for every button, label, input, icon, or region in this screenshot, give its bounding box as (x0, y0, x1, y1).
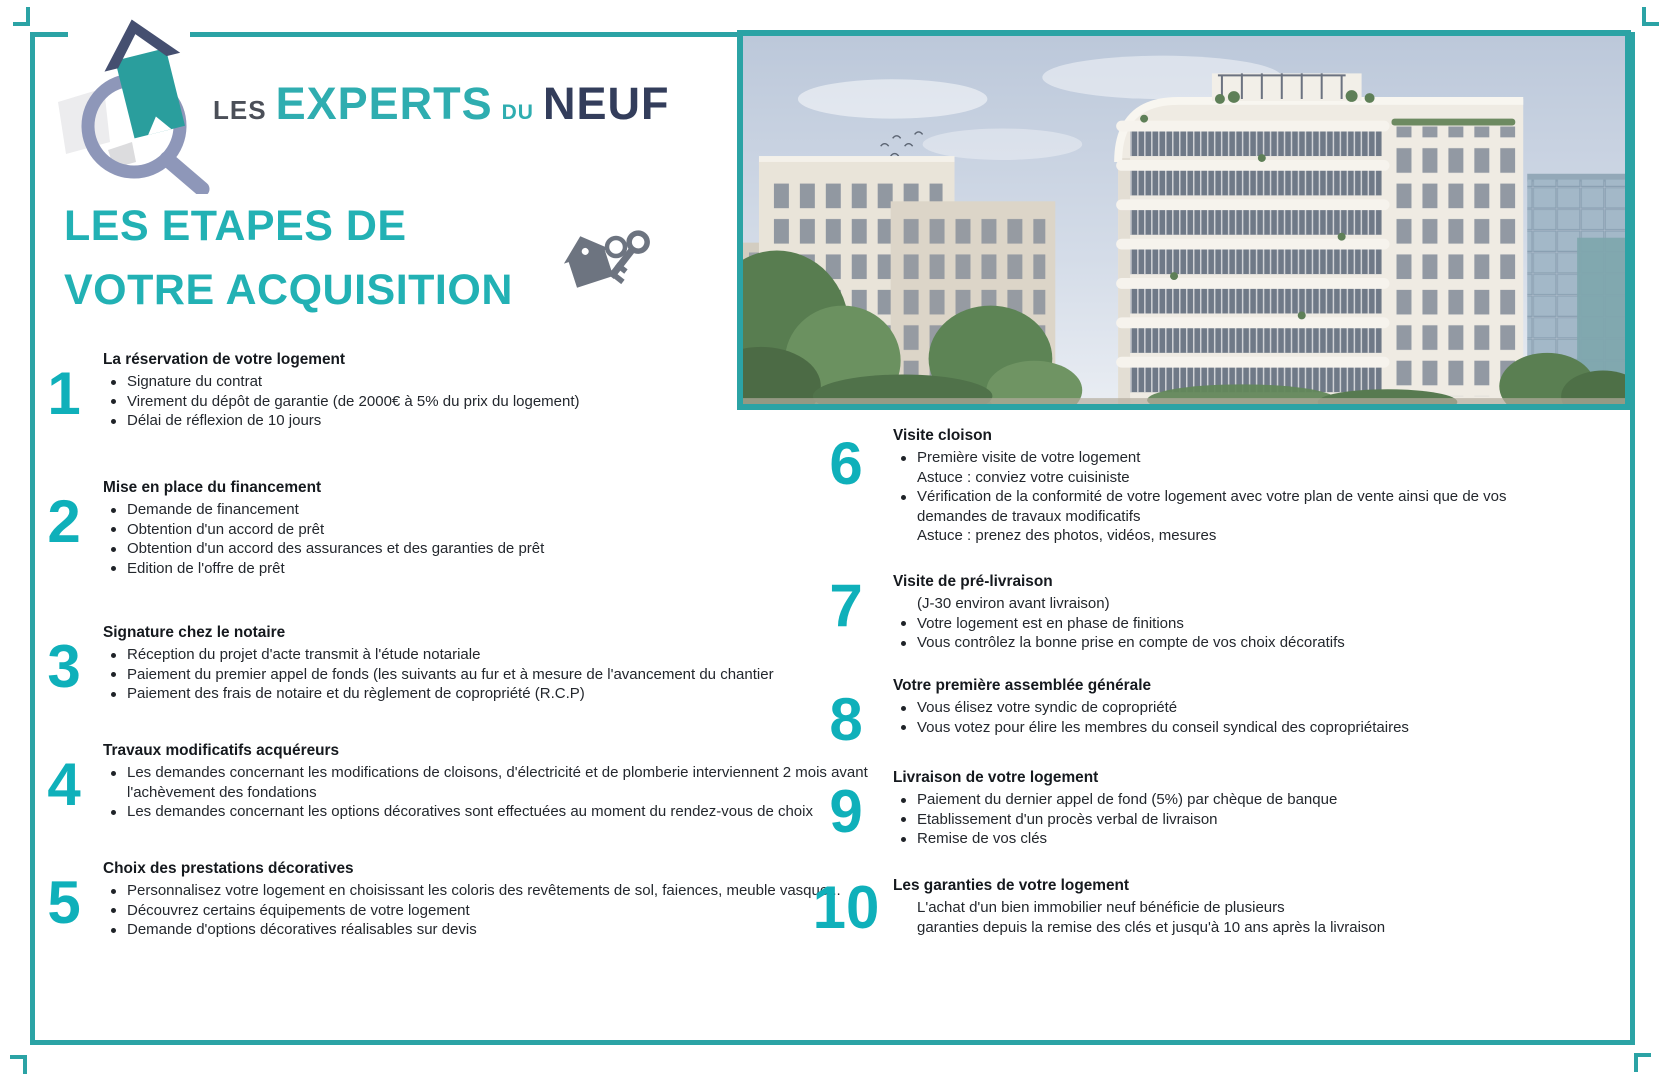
building-photo (737, 30, 1631, 410)
step-item: Les demandes concernant les modifications de cloisons, d'électricité et de plomberie interviennent 2 mois avant l'achèvement des fondations (103, 763, 868, 802)
step-8-items (893, 698, 1409, 737)
step-item: Edition de l'offre de prêt (103, 559, 544, 579)
step-item: Vérification de la conformité de votre logement avec votre plan de vente ainsi que de vos demandes de travaux modificatifs (893, 487, 1562, 526)
step-3-body (103, 623, 774, 704)
step-1-items (103, 372, 580, 431)
step-item: Obtention d'un accord des assurances et des garanties de prêt (103, 539, 544, 559)
step-3 (38, 623, 868, 704)
step-6-heading: Visite cloison (893, 427, 992, 444)
step-9-body (893, 768, 1337, 849)
step-10 (812, 874, 1562, 941)
step-10-items (893, 898, 1385, 937)
corner-mark-bottom-right (1634, 1053, 1651, 1072)
step-8-number: 8 (829, 686, 863, 753)
step-item: Les demandes concernant les options décoratives sont effectuées au moment du rendez-vous de choix (103, 802, 868, 822)
step-item: Vous élisez votre syndic de copropriété (893, 698, 1409, 718)
step-1-number: 1 (47, 360, 81, 427)
step-4-heading: Travaux modificatifs acquéreurs (103, 742, 340, 759)
step-4-number: 4 (47, 751, 81, 818)
brand-wordmark (213, 78, 669, 130)
step-3-items (103, 645, 774, 704)
corner-mark-top-left (13, 7, 30, 26)
house-magnifier-icon (50, 2, 232, 194)
step-1-body (103, 350, 580, 431)
step-4-items (103, 763, 868, 822)
step-7-body (893, 572, 1345, 653)
balconies (1116, 121, 1389, 393)
step-7-items (893, 594, 1345, 653)
step-item: Remise de vos clés (893, 829, 1337, 849)
step-item: Première visite de votre logement (893, 448, 1562, 468)
step-6 (812, 426, 1562, 546)
brand-du: DU (501, 101, 534, 124)
step-item-note: (J-30 environ avant livraison) (917, 595, 1110, 612)
building-photo-illustration (743, 36, 1625, 404)
step-item: Paiement du premier appel de fonds (les suivants au fur et à mesure de l'avancement du chantier (103, 665, 774, 685)
step-4-body (103, 741, 868, 822)
step-10-body (893, 876, 1385, 938)
step-2-heading: Mise en place du financement (103, 479, 322, 496)
step-1-heading: La réservation de votre logement (103, 351, 346, 368)
step-item: Obtention d'un accord de prêt (103, 520, 544, 540)
step-5 (38, 859, 868, 940)
main-building (1116, 73, 1523, 404)
step-9-number: 9 (829, 778, 863, 845)
step-item: Vous votez pour élire les membres du conseil syndical des copropriétaires (893, 718, 1409, 738)
brand-experts: EXPERTS (275, 78, 493, 129)
step-5-heading: Choix des prestations décoratives (103, 860, 354, 877)
step-item: Signature du contrat (103, 372, 580, 392)
step-10-number: 10 (812, 874, 880, 941)
step-10-heading: Les garanties de votre logement (893, 877, 1130, 894)
step-item: Demande d'options décoratives réalisables sur devis (103, 920, 841, 940)
step-1 (38, 350, 868, 431)
corner-mark-bottom-left (10, 1055, 27, 1074)
step-6-number: 6 (829, 430, 863, 497)
step-3-number: 3 (47, 633, 81, 700)
step-8-heading: Votre première assemblée générale (893, 677, 1152, 694)
step-item: Vous contrôlez la bonne prise en compte de vos choix décoratifs (893, 633, 1345, 653)
step-2-items (103, 500, 544, 578)
street (743, 398, 1625, 404)
step-2-body (103, 478, 544, 578)
house-keys-icon (558, 220, 676, 300)
brand-les: LES (213, 95, 267, 125)
step-item-note: Astuce : prenez des photos, vidéos, mesures (917, 527, 1217, 544)
step-7-number: 7 (829, 572, 863, 639)
step-4 (38, 741, 868, 822)
step-8-body (893, 676, 1409, 750)
step-item: Découvrez certains équipements de votre logement (103, 901, 841, 921)
step-6-items (893, 448, 1562, 546)
step-item: Délai de réflexion de 10 jours (103, 411, 580, 431)
step-2-number: 2 (47, 488, 81, 555)
step-item: Demande de financement (103, 500, 544, 520)
step-7 (812, 572, 1562, 653)
step-9-items (893, 790, 1337, 849)
brand-neuf: NEUF (542, 78, 670, 129)
step-item: Votre logement est en phase de finitions (893, 614, 1345, 634)
step-9-heading: Livraison de votre logement (893, 769, 1099, 786)
step-item-note: garanties depuis la remise des clés et jusqu'à 10 ans après la livraison (917, 918, 1386, 936)
step-item: Etablissement d'un procès verbal de livraison (893, 810, 1337, 830)
step-2 (38, 478, 868, 578)
step-5-items (103, 881, 841, 940)
corner-mark-top-right (1642, 7, 1659, 26)
step-item-note: L'achat d'un bien immobilier neuf bénéficie de plusieurs (917, 899, 1285, 916)
step-9 (812, 768, 1562, 849)
step-item: Virement du dépôt de garantie (de 2000€ à 5% du prix du logement) (103, 392, 580, 412)
step-3-heading: Signature chez le notaire (103, 624, 286, 641)
title-line-2: VOTRE ACQUISITION (64, 266, 513, 314)
step-item: Personnalisez votre logement en choisissant les coloris des revêtements de sol, faiences, meuble vasque... (103, 881, 841, 901)
step-5-number: 5 (47, 869, 81, 936)
title-line-1: LES ETAPES DE (64, 202, 407, 250)
page-title (64, 194, 513, 322)
step-7-heading: Visite de pré-livraison (893, 573, 1053, 590)
step-8 (812, 676, 1562, 753)
step-item: Paiement des frais de notaire et du règlement de copropriété (R.C.P) (103, 684, 774, 704)
step-6-body (893, 426, 1562, 546)
step-item: Réception du projet d'acte transmit à l'étude notariale (103, 645, 774, 665)
step-item-note: Astuce : conviez votre cuisiniste (917, 468, 1130, 486)
step-item: Paiement du dernier appel de fond (5%) par chèque de banque (893, 790, 1337, 810)
step-5-body (103, 859, 841, 940)
